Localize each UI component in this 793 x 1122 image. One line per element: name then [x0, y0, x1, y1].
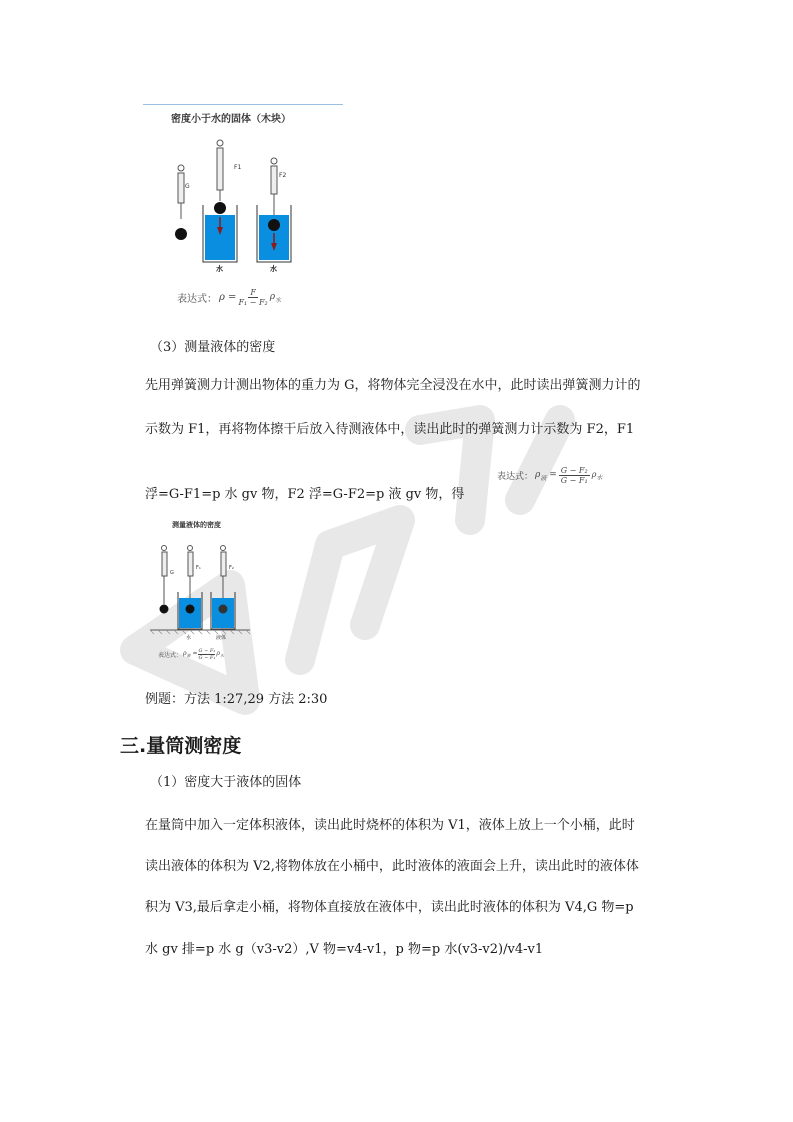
top-rule	[143, 104, 343, 105]
spring-scale-2	[217, 140, 223, 201]
label-f2: F2	[279, 172, 287, 179]
scale-b	[188, 546, 194, 601]
label-g: G	[185, 183, 190, 190]
label-water-1: 水	[216, 265, 223, 273]
fig2-label-water: 水	[186, 635, 192, 640]
inline-formula-math: $\rho_液$ =	[535, 469, 557, 482]
inline-formula: 表达式： $\rho_液$ = $\frac{\text{G − F₂}}{\text{G − F₁}}$ $\rho_水$	[497, 466, 603, 485]
figure1-diagram	[163, 135, 343, 275]
figure2-caption: 测量液体的密度	[172, 521, 221, 529]
scale-a	[160, 546, 169, 614]
sub1-line2: 读出液体的体积为 V2,将物体放在小桶中，此时液体的液面会上升，读出此时的液体体	[145, 859, 639, 874]
formula-rho-water: $\rho_水$	[269, 291, 282, 304]
label-f1: F1	[234, 164, 242, 171]
formula-fraction: $\frac{F}{\text{F₁ − F₂}}$	[238, 288, 268, 307]
section3-title: （3）测量液体的密度	[150, 340, 276, 355]
figure-caption: 密度小于水的固体（木块）	[171, 114, 291, 125]
label-water-2: 水	[270, 265, 277, 273]
formula-math: ρ =	[219, 292, 237, 303]
fig2-label-liquid: 液体	[216, 635, 227, 640]
scale-c	[221, 546, 227, 601]
fig2-label-f2: F₂	[229, 565, 234, 571]
spring-scale-1	[175, 165, 187, 240]
sub1-line3: 积为 V3,最后拿走小桶，将物体直接放在液体中，读出此时液体的体积为 V4,G 物=p	[145, 900, 634, 915]
spring-scale-3	[271, 158, 277, 217]
formula-prefix: 表达式：	[177, 294, 217, 305]
figure2-formula: 表达式： $\rho_液$ = $\frac{\text{G − F₂}}{\text{G − F₁}}$ $\rho_水$	[158, 648, 224, 661]
figure-floating-solid	[143, 100, 345, 315]
sub1-line4: 水 gv 排=p 水 g（v3-v2）,V 物=v4-v1，p 物=p 水(v3-v2)/v4-v1	[145, 942, 544, 957]
sub1-title: （1）密度大于液体的固体	[150, 775, 302, 790]
inline-formula-fraction: $\frac{\text{G − F₂}}{\text{G − F₁}}$	[560, 466, 588, 485]
section-heading-3: 三.量筒测密度	[120, 735, 242, 757]
inline-formula-prefix: 表达式：	[497, 472, 534, 482]
fig2-formula-prefix: 表达式：	[158, 652, 183, 659]
section3-line3: 浮=G-F1=p 水 gv 物，F2 浮=G-F2=p 液 gv 物，得	[145, 487, 465, 502]
fig2-label-g: G	[170, 570, 174, 576]
section3-line2: 示数为 F1，再将物体擦干后放入待测液体中，读出此时的弹簧测力计示数为 F2，F1	[145, 422, 635, 437]
section3-line1: 先用弹簧测力计测出物体的重力为 G，将物体完全浸没在水中，此时读出弹簧测力计的	[145, 378, 641, 393]
example-line: 例题：方法 1:27,29 方法 2:30	[145, 692, 328, 707]
sub1-line1: 在量筒中加入一定体积液体，读出此时烧杯的体积为 V1，液体上放上一个小桶，此时	[145, 818, 635, 833]
figure2-diagram	[150, 534, 260, 640]
fig2-label-f1: F₁	[196, 565, 201, 571]
figure-liquid-density	[150, 518, 260, 666]
figure1-formula	[177, 288, 281, 307]
